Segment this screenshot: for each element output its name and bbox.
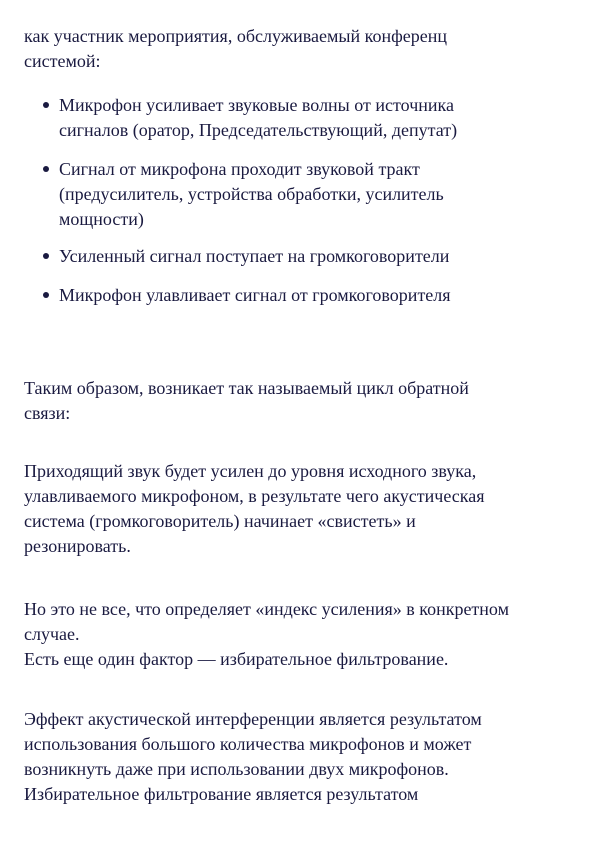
bullet-icon bbox=[43, 292, 49, 298]
bullet-icon bbox=[43, 253, 49, 259]
intro-text: как участник мероприятия, обслуживаемый конференц системой: bbox=[24, 26, 448, 71]
paragraph-feedback-loop: Таким образом, возникает так называемый цикл обратной связи: bbox=[24, 378, 469, 423]
paragraph-interference: Эффект акустической интерференции является результатом использования большого количества микрофонов и может возникнуть даже при использовании двух микрофонов. Избирательное фильтрование является результатом bbox=[24, 709, 482, 804]
list-item: Сигнал от микрофона проходит звуковой тракт (предусилитель, устройства обработки, усилитель мощности) bbox=[59, 159, 444, 229]
list-item: Микрофон улавливает сигнал от громкоговорителя bbox=[59, 285, 451, 305]
bullet-icon bbox=[43, 166, 49, 172]
list-item: Микрофон усиливает звуковые волны от источника сигналов (оратор, Председательствующий, депутат) bbox=[59, 95, 458, 140]
paragraph-gain-index: Но это не все, что определяет «индекс усиления» в конкретном случае. Есть еще один фактор — избирательное фильтрование. bbox=[24, 599, 509, 669]
paragraph-incoming-sound: Приходящий звук будет усилен до уровня исходного звука, улавливаемого микрофоном, в результате чего акустическая система (громкоговоритель) начинает «свистеть» и резонировать. bbox=[24, 461, 485, 556]
bullet-icon bbox=[43, 102, 49, 108]
list-item: Усиленный сигнал поступает на громкоговорители bbox=[59, 246, 450, 266]
